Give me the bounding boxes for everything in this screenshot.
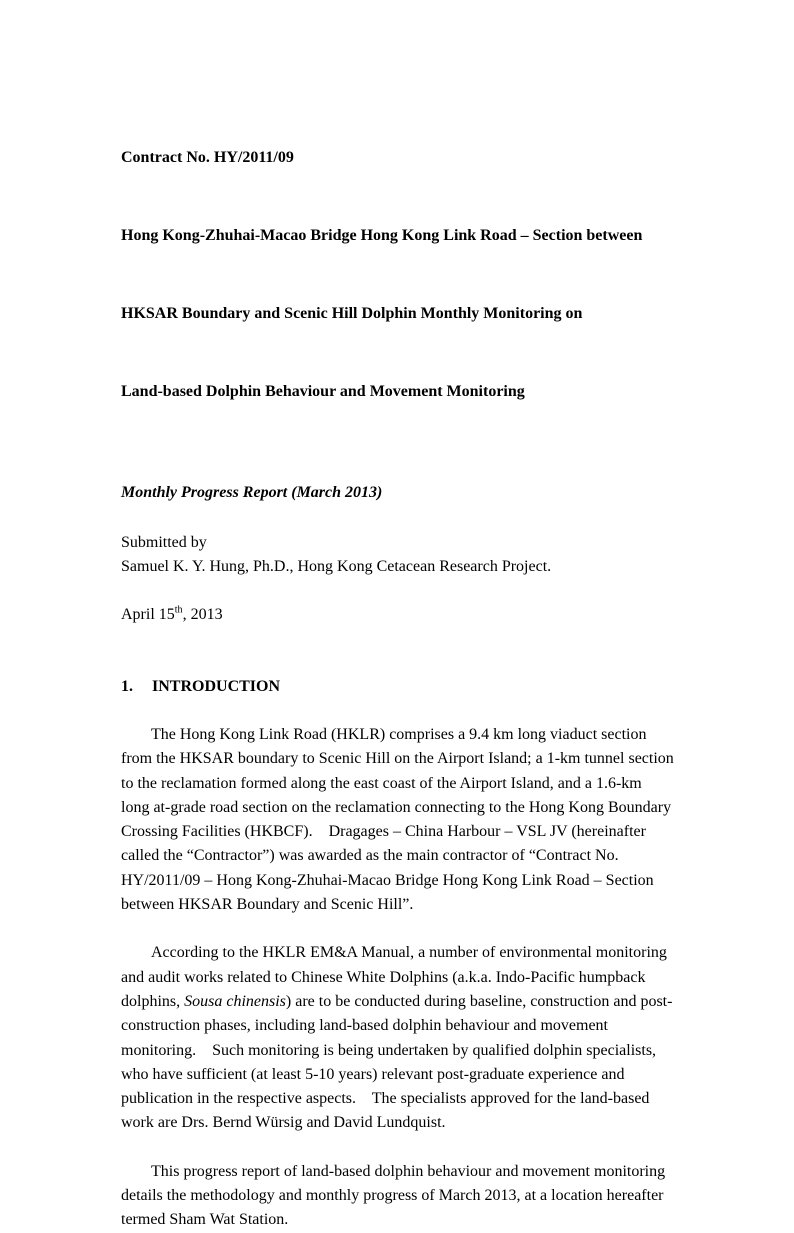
document-title-line-2: HKSAR Boundary and Scenic Hill Dolphin Monthly Monitoring on [121, 305, 583, 322]
paragraph-2-text-before: According to the HKLR EM&A Manual, a number of environmental monitoring and audit works related to Chinese White Dolphins (a.k.a. Indo-Pacific humpback dolphins, [121, 944, 671, 1010]
contract-number-line: Contract No. HY/2011/09 [121, 149, 294, 166]
paragraph-1: The Hong Kong Link Road (HKLR) comprises a 9.4 km long viaduct section from the HKSAR boundary to Scenic Hill on the Airport Island; a 1-km tunnel section to the reclamation formed along the east coast of the Airport Island, and a 1.6-km long at-grade road section on the reclamation connecting to the Hong Kong Boundary Crossing Facilities (HKBCF). Dragages – China Harbour – VSL JV (hereinafter called the “Contractor”) was awarded as the main contractor of “Contract No. HY/2011/09 – Hong Kong-Zhuhai-Macao Bridge Hong Kong Link Road – Section between HKSAR Boundary and Scenic Hill”. [121, 726, 678, 914]
paragraph-2 [121, 941, 674, 1135]
paragraph-2-text-after: ) are to be conducted during baseline, construction and post-construction phases, including land-based dolphin behaviour and movement monitoring. Such monitoring is being undertaken by qualified dolphin specialists, who have sufficient (at least 5-10 years) relevant post-graduate experience and publication in the respective aspects. The specialists approved for the land-based work are Drs. Bernd Würsig and David Lundquist. [121, 992, 673, 1132]
submitted-by-label: Submitted by [121, 534, 207, 551]
submission-block [121, 531, 674, 579]
section-heading-introduction [121, 675, 674, 699]
paragraph-3: This progress report of land-based dolphin behaviour and movement monitoring details the methodology and monthly progress of March 2013, at a location hereafter termed Sham Wat Station. [121, 1162, 670, 1229]
section-number: 1. [121, 678, 133, 695]
document-title-line-3: Land-based Dolphin Behaviour and Movement Monitoring [121, 383, 525, 400]
document-title-line-1: Hong Kong-Zhuhai-Macao Bridge Hong Kong Link Road – Section between [121, 227, 643, 244]
author-line: Samuel K. Y. Hung, Ph.D., Hong Kong Cetacean Research Project. [121, 558, 552, 575]
report-date [121, 603, 674, 627]
report-date-year: , 2013 [182, 606, 223, 623]
report-date-day: April 15 [121, 606, 175, 623]
report-title: Monthly Progress Report (March 2013) [121, 484, 383, 501]
section-title: INTRODUCTION [152, 678, 281, 695]
report-date-ordinal: th [174, 604, 183, 616]
species-name-italic: Sousa chinensis [184, 992, 286, 1010]
document-content [121, 93, 678, 1233]
document-title-block [121, 93, 674, 457]
